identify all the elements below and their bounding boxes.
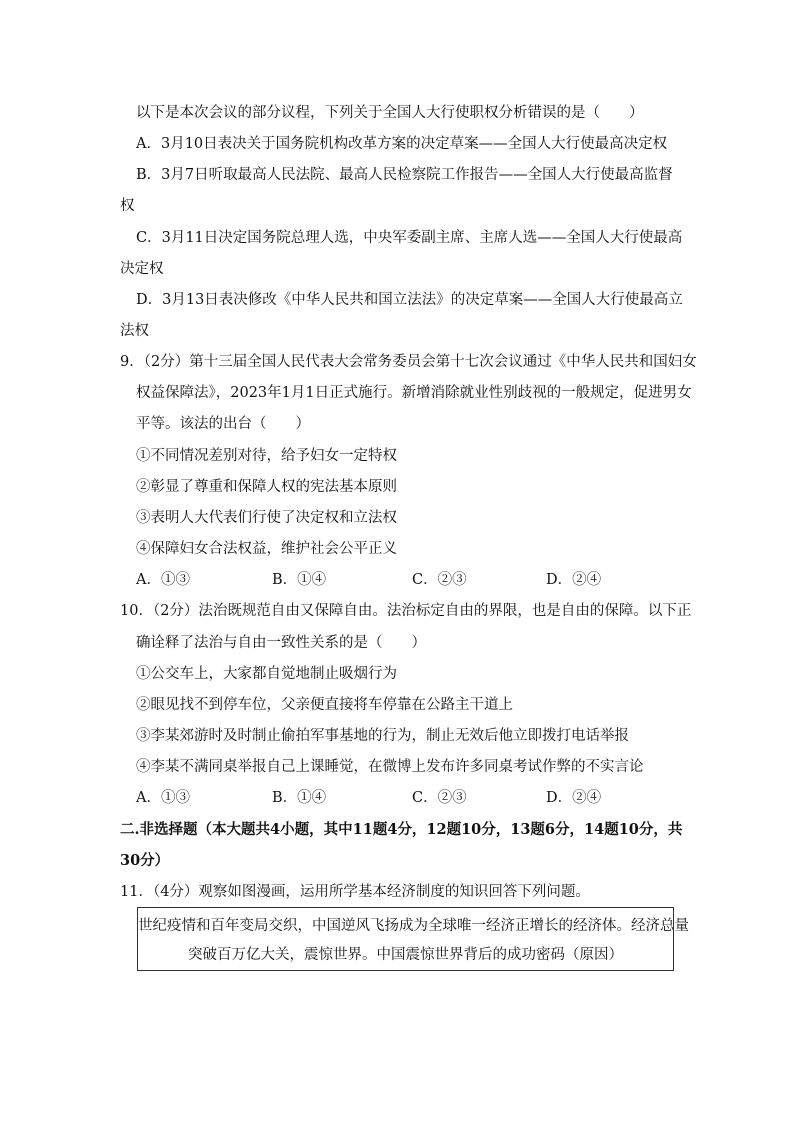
section-heading: 二.非选择题（本大题共4小题，其中11题4分，12题10分，13题6分，14题10分，共 bbox=[120, 821, 683, 838]
q10-choice-c: C．②③ bbox=[412, 790, 467, 806]
q11-box-line2: 突破百万亿大关，震惊世界。中国震惊世界背后的成功密码（原因） bbox=[188, 947, 623, 963]
q9-item-1: ①不同情况差别对待，给予妇女一定特权 bbox=[136, 448, 397, 464]
q8-option-b-cont: 权 bbox=[120, 198, 135, 214]
q10-item-1: ①公交车上，大家都自觉地制止吸烟行为 bbox=[136, 666, 397, 682]
q8-option-c: C．3月11日决定国务院总理人选，中央军委副主席、主席人选——全国人大行使最高 bbox=[136, 230, 683, 246]
q9-choice-c: C．②③ bbox=[412, 572, 467, 588]
q8-option-b: B．3月7日听取最高人民法院、最高人民检察院工作报告——全国人大行使最高监督 bbox=[136, 167, 673, 183]
q8-stem: 以下是本次会议的部分议程，下列关于全国人大行使职权分析错误的是（ ） bbox=[136, 105, 644, 121]
q9-stem-line2: 权益保障法》，2023年1月1日正式施行。新增消除就业性别歧视的一般规定，促进男女 bbox=[136, 385, 692, 401]
q9-item-4: ④保障妇女合法权益，维护社会公平正义 bbox=[136, 541, 397, 557]
q10-stem-line2: 确诠释了法治与自由一致性关系的是（ ） bbox=[136, 635, 426, 651]
q10-choice-b: B．①④ bbox=[272, 790, 327, 806]
q11-stem: 11．（4分）观察如图漫画，运用所学基本经济制度的知识回答下列问题。 bbox=[120, 884, 590, 900]
q9-choices bbox=[136, 570, 656, 590]
q10-choices bbox=[136, 788, 656, 808]
q11-box-line1: 世纪疫情和百年变局交织，中国逆风飞扬成为全球唯一经济正增长的经济体。经济总量 bbox=[138, 918, 689, 934]
q8-option-a: A．3月10日表决关于国务院机构改革方案的决定草案——全国人大行使最高决定权 bbox=[136, 136, 668, 152]
q10-item-4: ④李某不满同桌举报自己上课睡觉，在微博上发布许多同桌考试作弊的不实言论 bbox=[136, 759, 644, 775]
q10-choice-d: D．②④ bbox=[546, 790, 602, 806]
q11-quote-box bbox=[137, 907, 689, 971]
q10-stem-line1: 10．（2分）法治既规范自由又保障自由。法治标定自由的界限，也是自由的保障。以下正 bbox=[120, 603, 692, 619]
q9-item-3: ③表明人大代表们行使了决定权和立法权 bbox=[136, 510, 397, 526]
q9-stem-line1: 9．（2分）第十三届全国人民代表大会常务委员会第十七次会议通过《中华人民共和国妇女 bbox=[120, 354, 697, 370]
q9-item-2: ②彰显了尊重和保障人权的宪法基本原则 bbox=[136, 479, 397, 495]
q9-choice-b: B．①④ bbox=[272, 572, 327, 588]
q9-stem-line3: 平等。该法的出台（ ） bbox=[136, 416, 310, 432]
q8-option-d-cont: 法权 bbox=[120, 323, 149, 339]
q10-item-2: ②眼见找不到停车位，父亲便直接将车停靠在公路主干道上 bbox=[136, 697, 513, 713]
section-heading-cont: 30分） bbox=[120, 852, 170, 869]
q9-choice-d: D．②④ bbox=[546, 572, 602, 588]
q10-choice-a: A．①③ bbox=[136, 790, 190, 806]
q9-choice-a: A．①③ bbox=[136, 572, 190, 588]
q8-option-c-cont: 决定权 bbox=[120, 261, 164, 277]
q10-item-3: ③李某郊游时及时制止偷拍军事基地的行为，制止无效后他立即拨打电话举报 bbox=[136, 728, 629, 744]
q8-option-d: D．3月13日表决修改《中华人民共和国立法法》的决定草案——全国人大行使最高立 bbox=[136, 292, 683, 308]
